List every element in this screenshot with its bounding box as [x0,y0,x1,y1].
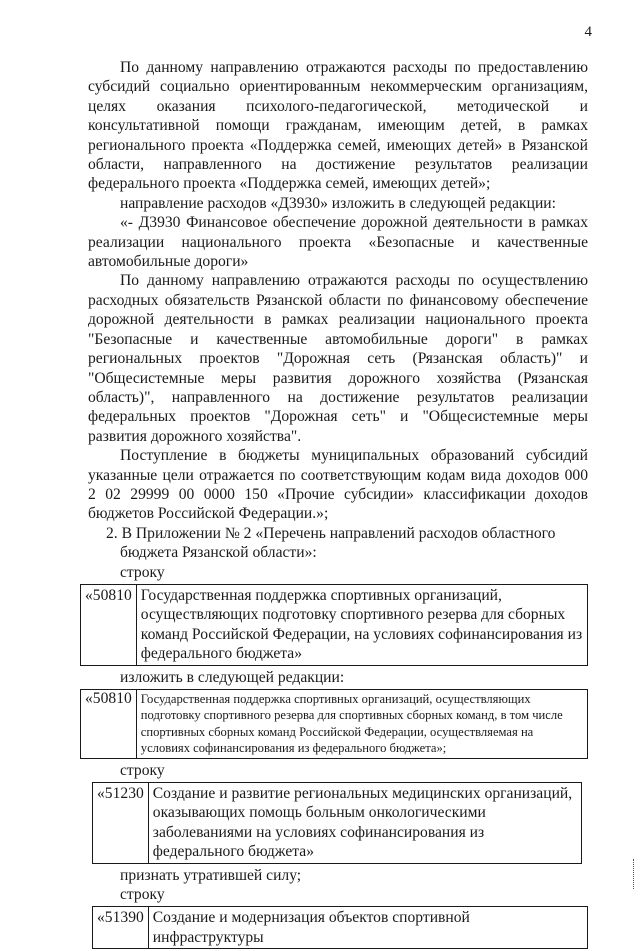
document-body [85,58,588,951]
row-text: Государственная поддержка спортивных организаций, осуществляющих подготовку спортивного резерва для сборных команд Российской Федерации, на условиях софинансирования из федерального бюджета» [136,584,587,665]
row-code: «50810 [81,690,137,759]
margin-scan-mark [633,859,636,889]
table-row-51230 [92,782,582,864]
row-code: «51390 [93,907,149,949]
table-row-51390 [92,906,588,949]
label-invalidated: признать утратившей силу; [120,866,302,884]
paragraph-d3930-description: По данному направлению отражаются расходы по осуществлению расходных обязательств Рязанской области по финансовому обеспечение дорожной деятельности в рамках реализации национального проекта "Безопасные и качественные автомобильные дороги" в рамках региональных проектов "Дорожная сеть (Рязанская область)" и "Общесистемные меры развития дорожного хозяйства (Рязанская область)", направленного на достижение результатов реализации федеральных проектов "Дорожная сеть" и "Общесистемные меры развития дорожного хозяйства". [88,272,588,445]
paragraph-d3930-title: «- Д3930 Финансовое обеспечение дорожной деятельности в рамках реализации национального проекта «Безопасные и качественные автомобильные дороги» [88,214,588,271]
row-text: Создание и развитие региональных медицинских организаций, оказывающих помощь больным онкологическими заболеваниями на условиях софинансирования из федерального бюджета» [148,783,581,864]
row-text: Создание и модернизация объектов спортивной инфраструктуры [148,907,587,949]
paragraph-direction-d3930: направление расходов «Д3930» изложить в следующей редакции: [120,194,556,212]
label-row-3: строку [120,886,165,904]
row-code: «50810 [81,584,137,665]
table-row-50810-new [80,689,588,759]
row-code: «51230 [93,783,149,864]
row-text: Государственная поддержка спортивных организаций, осуществляющих подготовку спортивного резерва для спортивных сборных команд, в том числе спортивных сборных команд Российской Федерации, осуществляемая на условиях софинансирования из федерального бюджета»; [136,690,587,759]
label-row-1: строку [120,563,165,581]
table-row-50810-old [80,584,588,666]
paragraph-subsidy-description: По данному направлению отражаются расходы по предоставлению субсидий социально ориентированным некоммерческим организациям, целях оказания психолого-педагогической, методической и консультативной помощи гражданам, имеющим детей, в рамках регионального проекта «Поддержка семей, имеющих детей» в Рязанской области, направленного на достижение результатов реализации федерального проекта «Поддержка семей, имеющих детей»; [88,59,588,193]
paragraph-appendix-2: 2. В Приложении № 2 «Перечень направлений расходов областного бюджета Рязанской области»: [106,524,556,562]
page-number: 4 [584,24,592,40]
label-new-edition: изложить в следующей редакции: [120,668,345,686]
paragraph-revenue-codes: Поступление в бюджеты муниципальных образований субсидий указанные цели отражается по соответствующим кодам вида доходов 000 2 02 29999 00 0000 150 «Прочие субсидии» классификации доходов бюджетов Российской Федерации.»; [88,447,588,523]
label-row-2: строку [120,761,165,779]
